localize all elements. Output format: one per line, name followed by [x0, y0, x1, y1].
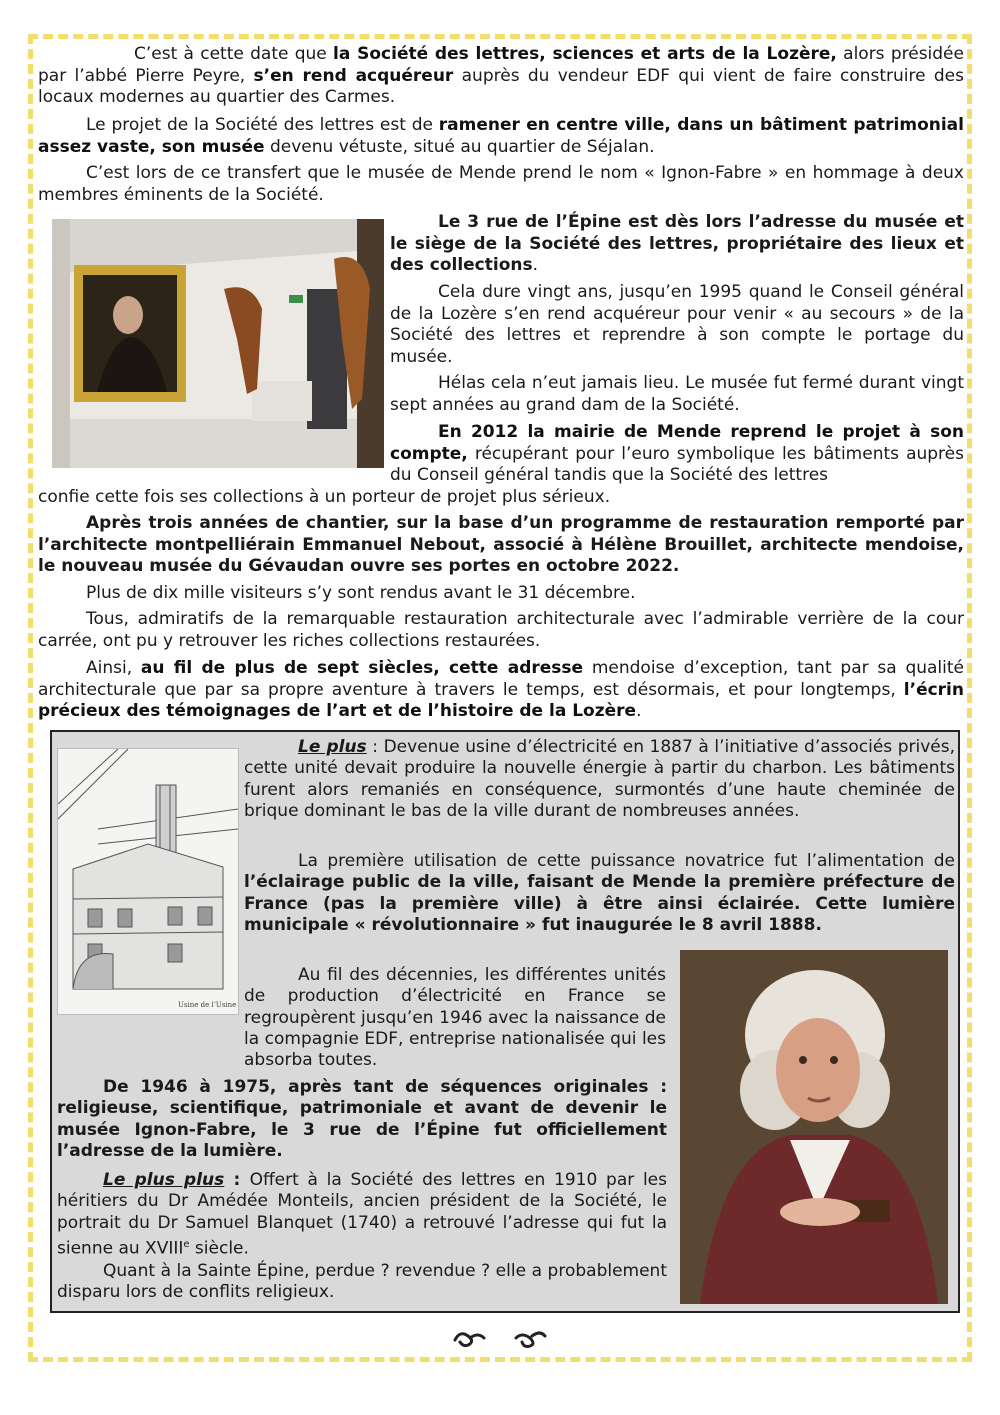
ornament-swirl-icon [440, 1322, 560, 1352]
paragraph-mairie-2012: En 2012 la mairie de Mende reprend le projet à son compte, récupérant pour l’euro symbolique les bâtiments auprès du Conseil général tandis que la Société des lettres [390, 422, 964, 485]
paragraph-intro-2: Le projet de la Société des lettres est de ramener en centre ville, dans un bâtiment patrimonial assez vaste, son musée devenu vétuste, situé au quartier de Séjalan. [38, 115, 964, 157]
ornament-divider [440, 1322, 560, 1352]
paragraph-le-plus-plus: Le plus plus : Offert à la Société des lettres en 1910 par les héritiers du Dr Amédée Monteils, ancien président de la Société, le portrait du Dr Samuel Blanquet (1740) a retrouvé l’adresse qui fut la sienne au XVIIIe siècle. [57, 1170, 667, 1259]
factory-sketch-image [57, 748, 239, 1015]
paragraph-conseil-general: Cela dure vingt ans, jusqu’en 1995 quand le Conseil général de la Lozère s’en rend acquéreur pour venir « au secours » de la Société des lettres et reprendre à son compte le portage du musée. [390, 282, 964, 367]
museum-gallery-photo [52, 219, 384, 468]
paragraph-le-plus: Le plus : Devenue usine d’électricité en 1887 à l’initiative d’associés privés, cette unité devait produire la nouvelle énergie à partir du charbon. Les bâtiments furent alors remaniés en conséquence, surmontés d’une haute cheminée de brique dominant le bas de la ville durant de nombreuses années. [244, 737, 955, 821]
le-plus-plus-label: Le plus plus [103, 1170, 225, 1190]
paragraph-collections: confie cette fois ses collections à un porteur de projet plus sérieux. [38, 487, 611, 507]
paragraph-adresse-lumiere: De 1946 à 1975, après tant de séquences originales : religieuse, scientifique, patrimoniale et avant de devenir le musée Ignon-Fabre, le 3 rue de l’Épine fut officiellement l’adresse de la lumière. [57, 1077, 667, 1161]
factory-sketch-illustration [58, 749, 238, 1014]
paragraph-intro-1: C’est à cette date que la Société des lettres, sciences et arts de la Lozère, alors présidée par l’abbé Pierre Peyre, s’en rend acquéreur auprès du vendeur EDF qui vient de faire construire des locaux modernes au quartier des Carmes. [38, 44, 964, 107]
sketch-caption: Usine de l’Usine [178, 1001, 237, 1009]
paragraph-closure: Hélas cela n’eut jamais lieu. Le musée fut fermé durant vingt sept années au grand dam de la Société. [390, 373, 964, 415]
paragraph-restoration: Après trois années de chantier, sur la base d’un programme de restauration remporté par l’architecte montpelliérain Emmanuel Nebout, associé à Hélène Brouillet, architecte mendoise, le nouveau musée du Gévaudan ouvre ses portes en octobre 2022. [38, 513, 964, 576]
paragraph-visitors: Plus de dix mille visiteurs s’y sont rendus avant le 31 décembre. [86, 583, 636, 603]
paragraph-sainte-epine: Quant à la Sainte Épine, perdue ? revendue ? elle a probablement disparu lors de conflits religieux. [57, 1261, 667, 1303]
paragraph-conclusion: Ainsi, au fil de plus de sept siècles, cette adresse mendoise d’exception, tant par sa qualité architecturale que par sa propre aventure à travers le temps, est désormais, et pour longtemps, l’écrin précieux des témoignages de l’art et de l’histoire de la Lozère. [38, 658, 964, 721]
paragraph-eclairage: La première utilisation de cette puissance novatrice fut l’alimentation de l’éclairage public de la ville, faisant de Mende la première préfecture de France (pas la première ville) à être ainsi éclairée. Cette lumière municipale « révolutionnaire » fut inaugurée le 8 avril 1888. [244, 851, 955, 935]
paragraph-admiration: Tous, admiratifs de la remarquable restauration architecturale avec l’admirable verrière de la cour carrée, ont pu y retrouver les riches collections restaurées. [38, 609, 964, 651]
paragraph-edf-1946: Au fil des décennies, les différentes unités de production d’électricité en France se regroupèrent jusqu’en 1946 avec la naissance de la compagnie EDF, entreprise nationalisée qui les absorba toutes. [244, 965, 666, 1071]
gallery-illustration [52, 219, 384, 468]
portrait-illustration [680, 950, 948, 1304]
paragraph-museum-address: Le 3 rue de l’Épine est dès lors l’adresse du musée et le siège de la Société des lettres, propriétaire des lieux et des collections. [390, 212, 964, 275]
paragraph-intro-3: C’est lors de ce transfert que le musée de Mende prend le nom « Ignon-Fabre » en hommage à deux membres éminents de la Société. [38, 163, 964, 205]
blanquet-portrait-image [680, 950, 948, 1304]
le-plus-label: Le plus [298, 737, 367, 757]
